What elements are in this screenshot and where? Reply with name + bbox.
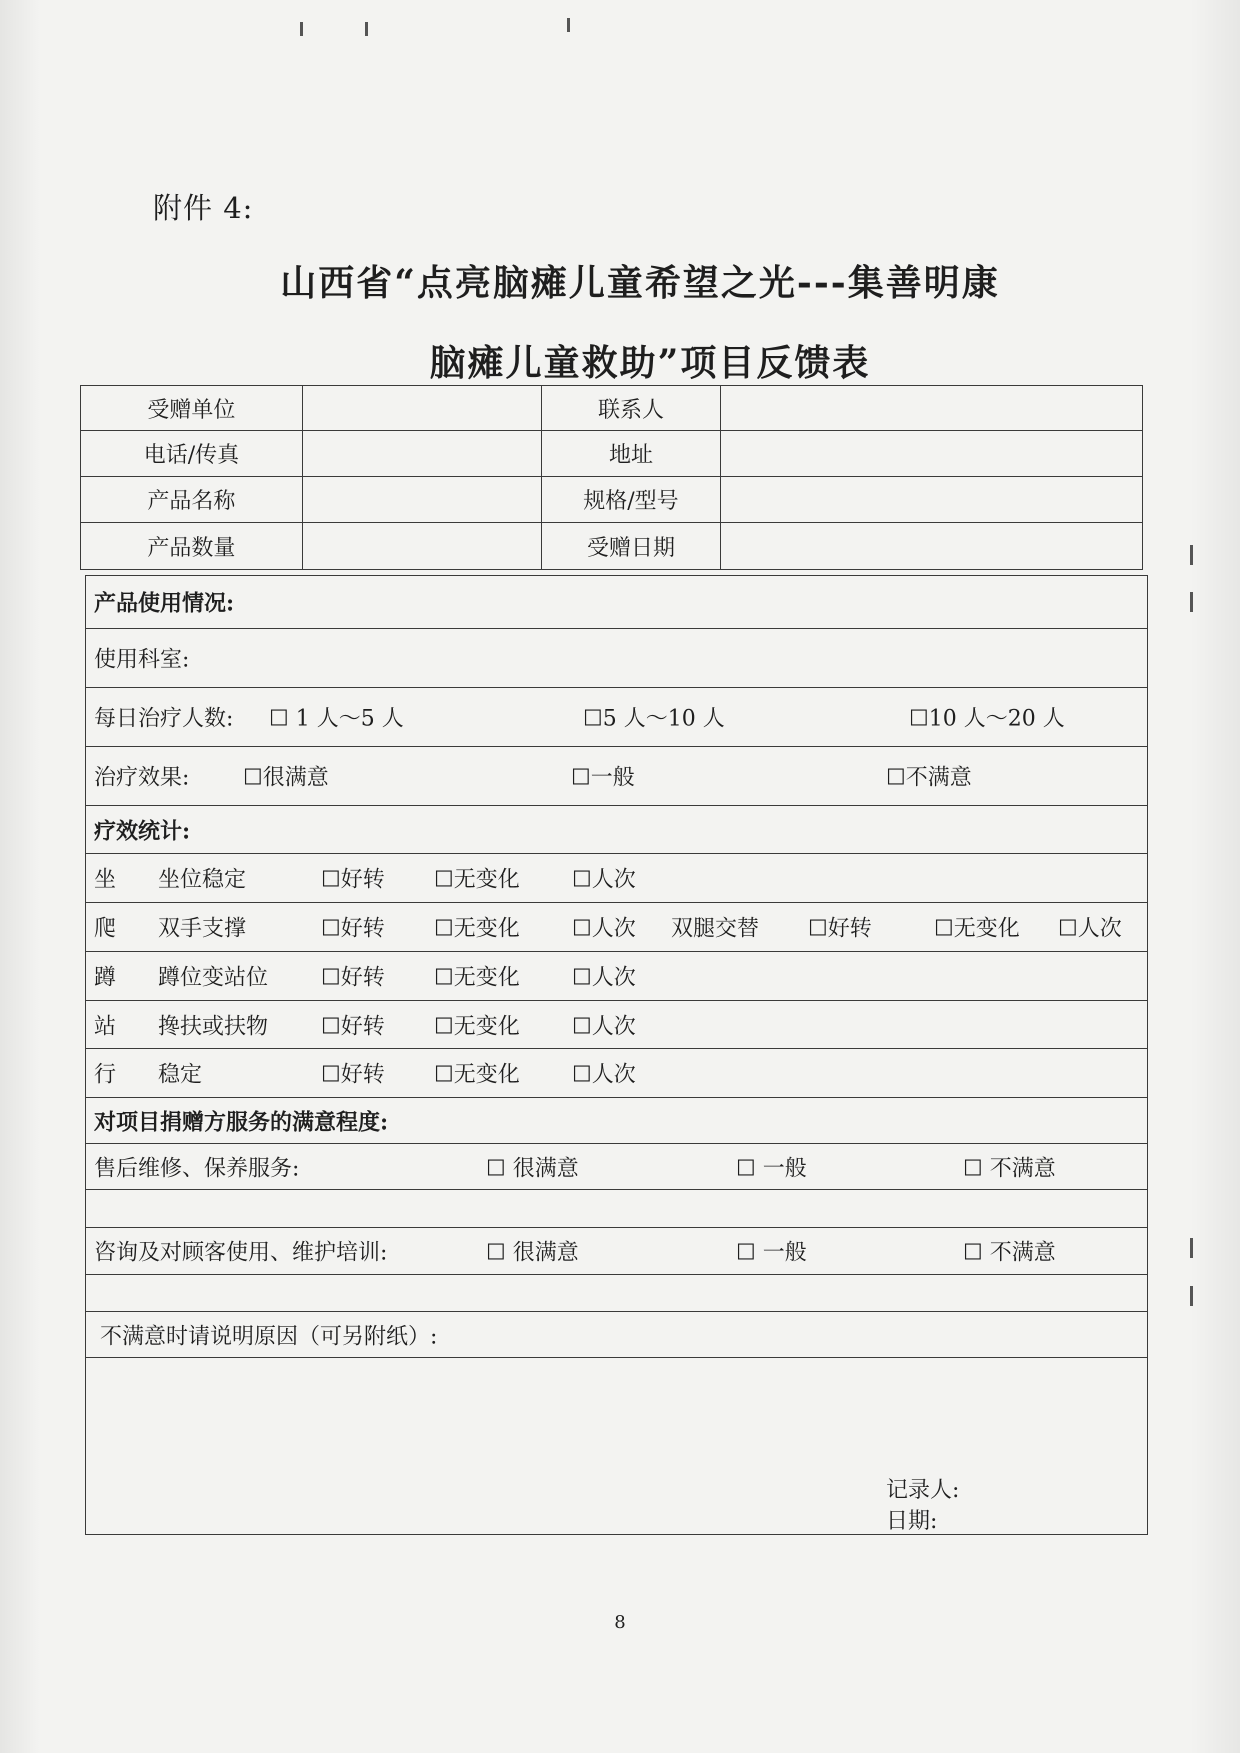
no-change-checkbox[interactable]: ☐无变化 — [934, 916, 1020, 942]
scan-mark — [300, 22, 303, 36]
form-row — [86, 1143, 1147, 1189]
stats-row — [86, 853, 1147, 902]
scan-mark — [1190, 1286, 1193, 1306]
form-row — [86, 687, 1147, 746]
no-change-checkbox[interactable]: ☐无变化 — [434, 1014, 520, 1039]
reason-label: 不满意时请说明原因（可另附纸）: — [100, 1324, 438, 1349]
table-row — [81, 431, 1143, 477]
stats-item: 稳定 — [158, 1062, 203, 1088]
scan-mark — [1190, 1238, 1193, 1258]
section-row — [86, 805, 1147, 853]
department-label: 使用科室: — [94, 647, 190, 673]
improved-checkbox[interactable]: ☐好转 — [321, 916, 385, 942]
form-row — [86, 1227, 1147, 1274]
person-times-checkbox[interactable]: ☐人次 — [1058, 916, 1122, 942]
form-row — [86, 1311, 1147, 1357]
table-row — [81, 523, 1143, 570]
spec-model-field[interactable] — [721, 477, 1143, 523]
page-number: 8 — [614, 1612, 626, 1633]
form-title-line2: 脑瘫儿童救助”项目反馈表 — [429, 342, 871, 384]
training-unsatisfied-checkbox[interactable]: ☐ 不满意 — [963, 1240, 1056, 1266]
stats-item: 双手支撑 — [158, 916, 247, 942]
section-row — [86, 575, 1147, 628]
training-very-satisfied-checkbox[interactable]: ☐ 很满意 — [486, 1240, 579, 1266]
service-unsatisfied-checkbox[interactable]: ☐ 不满意 — [963, 1156, 1056, 1181]
improved-checkbox[interactable]: ☐好转 — [321, 1062, 385, 1088]
stats-category: 行 — [94, 1062, 117, 1088]
stats-row — [86, 1048, 1147, 1097]
effect-unsatisfied-checkbox[interactable]: ☐不满意 — [886, 765, 972, 791]
field-label: 联系人 — [541, 386, 721, 431]
stats-item-secondary: 双腿交替 — [671, 916, 760, 942]
form-row — [86, 628, 1147, 687]
phone-fax-field[interactable] — [302, 431, 541, 477]
improved-checkbox[interactable]: ☐好转 — [321, 1014, 385, 1039]
stats-heading: 疗效统计: — [94, 818, 191, 844]
scan-mark — [1190, 592, 1193, 612]
daily-option-10-20-checkbox[interactable]: ☐10 人～20 人 — [909, 706, 1065, 732]
field-label: 产品数量 — [81, 523, 303, 570]
service-label: 售后维修、保养服务: — [94, 1156, 300, 1181]
section-row — [86, 1097, 1147, 1143]
table-row — [81, 386, 1143, 431]
usage-heading: 产品使用情况: — [94, 590, 235, 617]
stats-category: 爬 — [94, 916, 117, 942]
field-label: 地址 — [541, 431, 721, 477]
daily-count-label: 每日治疗人数: — [94, 706, 234, 732]
blank-row — [86, 1189, 1147, 1227]
improved-checkbox[interactable]: ☐好转 — [321, 965, 385, 991]
address-field[interactable] — [721, 431, 1143, 477]
satisfaction-heading: 对项目捐赠方服务的满意程度: — [94, 1109, 389, 1135]
field-label: 产品名称 — [81, 477, 303, 523]
form-title-line1: 山西省“点亮脑瘫儿童希望之光---集善明康 — [280, 262, 1000, 304]
table-row — [81, 477, 1143, 523]
stats-category: 蹲 — [94, 965, 117, 991]
stats-category: 站 — [94, 1014, 117, 1039]
person-times-checkbox[interactable]: ☐人次 — [572, 867, 636, 893]
recipient-info-table — [80, 385, 1143, 570]
stats-row — [86, 902, 1147, 951]
daily-option-1-5-checkbox[interactable]: ☐ 1 人～5 人 — [269, 706, 404, 732]
product-quantity-field[interactable] — [302, 523, 541, 570]
recipient-unit-field[interactable] — [302, 386, 541, 431]
effect-very-satisfied-checkbox[interactable]: ☐很满意 — [243, 765, 329, 791]
stats-item: 蹲位变站位 — [158, 965, 269, 991]
reason-area[interactable] — [86, 1357, 1147, 1534]
stats-category: 坐 — [94, 867, 117, 893]
no-change-checkbox[interactable]: ☐无变化 — [434, 867, 520, 893]
improved-checkbox[interactable]: ☐好转 — [808, 916, 872, 942]
stats-item: 搀扶或扶物 — [158, 1014, 269, 1039]
effect-label: 治疗效果: — [94, 765, 190, 791]
feedback-form — [85, 575, 1148, 1535]
training-label: 咨询及对顾客使用、维护培训: — [94, 1240, 388, 1266]
field-label: 电话/传真 — [81, 431, 303, 477]
service-very-satisfied-checkbox[interactable]: ☐ 很满意 — [486, 1156, 579, 1181]
stats-row — [86, 1000, 1147, 1048]
scan-mark — [365, 22, 368, 36]
person-times-checkbox[interactable]: ☐人次 — [572, 916, 636, 942]
no-change-checkbox[interactable]: ☐无变化 — [434, 916, 520, 942]
effect-average-checkbox[interactable]: ☐一般 — [571, 765, 635, 791]
no-change-checkbox[interactable]: ☐无变化 — [434, 1062, 520, 1088]
stats-item: 坐位稳定 — [158, 867, 247, 893]
form-row — [86, 746, 1147, 805]
date-label: 日期: — [886, 1509, 938, 1534]
training-average-checkbox[interactable]: ☐ 一般 — [736, 1240, 807, 1266]
product-name-field[interactable] — [302, 477, 541, 523]
scan-mark — [1190, 545, 1193, 565]
person-times-checkbox[interactable]: ☐人次 — [572, 1014, 636, 1039]
attachment-label: 附件 4: — [153, 191, 254, 225]
field-label: 受赠单位 — [81, 386, 303, 431]
person-times-checkbox[interactable]: ☐人次 — [572, 965, 636, 991]
blank-row — [86, 1274, 1147, 1311]
scan-mark — [567, 18, 570, 32]
service-average-checkbox[interactable]: ☐ 一般 — [736, 1156, 807, 1181]
stats-row — [86, 951, 1147, 1000]
recorder-label: 记录人: — [886, 1478, 960, 1503]
no-change-checkbox[interactable]: ☐无变化 — [434, 965, 520, 991]
daily-option-5-10-checkbox[interactable]: ☐5 人～10 人 — [583, 706, 725, 732]
improved-checkbox[interactable]: ☐好转 — [321, 867, 385, 893]
field-label: 受赠日期 — [541, 523, 721, 570]
field-label: 规格/型号 — [541, 477, 721, 523]
donation-date-field[interactable] — [721, 523, 1143, 570]
person-times-checkbox[interactable]: ☐人次 — [572, 1062, 636, 1088]
contact-person-field[interactable] — [721, 386, 1143, 431]
